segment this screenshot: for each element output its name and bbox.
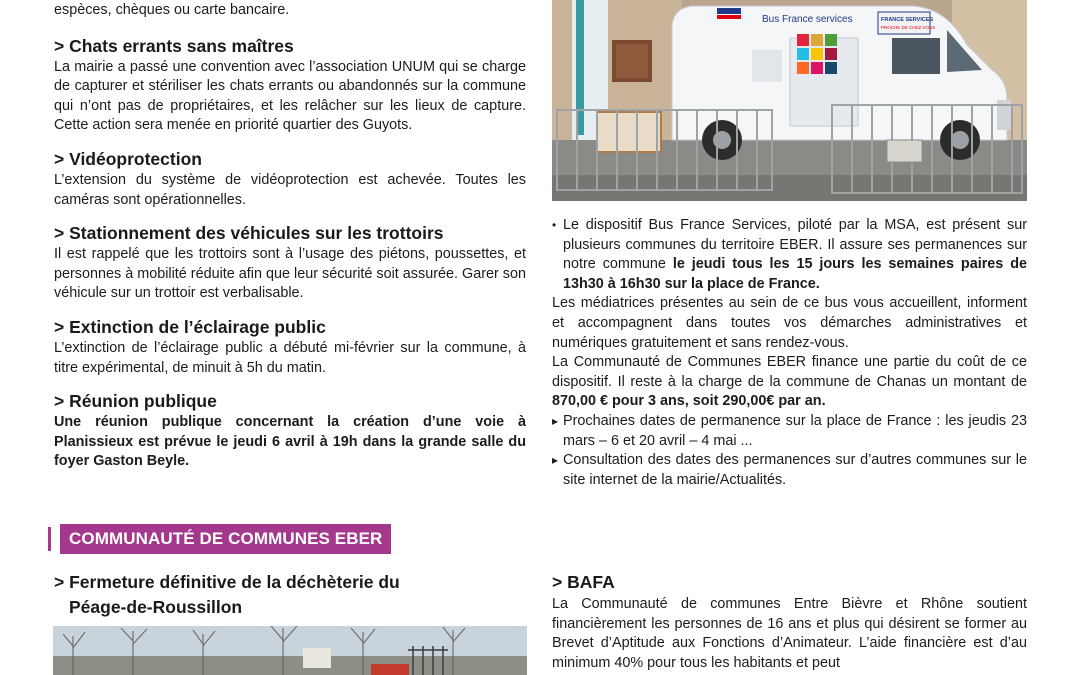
van-brand-text: Bus France services <box>762 14 853 25</box>
article-heading: > Réunion publique <box>54 391 217 412</box>
article-heading-line2: Péage-de-Roussillon <box>69 597 243 617</box>
article-videoprotection <box>54 148 526 210</box>
bus-intro-text: Le dispositif Bus France Services, piloté par la MSA, est présent sur plusieurs communes du territoire EBER. Il assure ses permanences sur notre commune <box>563 217 1027 273</box>
article-body: L’extinction de l’éclairage public a débuté mi-février sur la commune, à titre expérimental, de minuit à 5h du matin. <box>54 339 526 376</box>
decheterie-photo-illustration <box>53 626 527 675</box>
article-body: Il est rappelé que les trottoirs sont à l’usage des piétons, poussettes, et personnes à mobilité réduite afin que leur sécurité soit assurée. Garer son véhicule sur un trottoir est verbalisable. <box>54 246 526 302</box>
left-bottom-article <box>54 571 526 618</box>
article-body: La mairie a passé une convention avec l’association UNUM qui se charge de capturer et stériliser les chats errants ou abandonnés sur la commune qui n’ont pas de propriétaires, et les relâcher sur les lieux de capture. Cette action sera menée en priorité quartier des Guyots. <box>54 58 526 134</box>
van-sign-subtext: PROCHE DE CHEZ VOUS <box>881 25 936 30</box>
article-body: La Communauté de communes Entre Bièvre et Rhône soutient financièrement les personnes de 16 ans et plus qui désirent se former au Brevet d’Aptitude aux Fonctions d’Animateur. L’aide financière est d’au minimum 40% pour tous les habitants et peut <box>552 596 1027 671</box>
right-bottom-bafa-article <box>552 571 1027 673</box>
article-heading: > Chats errants sans maîtres <box>54 35 294 56</box>
arrow-right-icon: ▸ <box>552 413 559 428</box>
van-sign-text: FRANCE SERVICES <box>881 17 934 23</box>
section-band-accent <box>48 527 51 551</box>
article-stationnement <box>54 222 526 304</box>
article-body: Une réunion publique concernant la création d’une voie à Planissieux est prévue le jeudi 6 avril à 19h dans la grande salle du foyer Gaston Beyle. <box>54 414 526 470</box>
article-eclairage <box>54 316 526 378</box>
consultation-item <box>552 451 1027 490</box>
right-column-bus-article <box>552 216 1027 490</box>
bus-schedule-text: le jeudi tous les 15 jours les semaines paires de 13h30 à 16h30 sur la place de France. <box>563 256 1028 292</box>
article-heading: > Stationnement des véhicules sur les trottoirs <box>54 223 444 244</box>
mediatrices-text: Les médiatrices présentes au sein de ce bus vous accueillent, informent et accompagnent dans toutes vos démarches administratives et numériques gratuitement et sans rendez-vous. <box>552 295 1027 351</box>
bullet-marker: • <box>552 218 557 232</box>
next-dates-item <box>552 412 1027 451</box>
bus-photo-illustration <box>552 0 1027 201</box>
consultation-text: Consultation des dates des permanences sur d’autres communes sur le site internet de la mairie/Actualités. <box>563 452 1027 488</box>
next-dates-text: Prochaines dates de permanence sur la place de France : les jeudis 23 mars – 6 et 20 avril – 4 mai ... <box>563 412 1027 449</box>
article-chats-errants <box>54 35 526 136</box>
article-body: L’extension du système de vidéoprotection est achevée. Toutes les caméras sont opérationnelles. <box>54 171 526 208</box>
bus-intro-item <box>552 216 1027 294</box>
article-heading: > Vidéoprotection <box>54 148 202 169</box>
decheterie-photo <box>53 626 527 675</box>
section-band-label: COMMUNAUTÉ DE COMMUNES EBER <box>60 524 391 554</box>
article-heading: > Extinction de l’éclairage public <box>54 316 326 337</box>
article-heading: > Fermeture définitive de la déchèterie du <box>54 572 400 592</box>
section-band-eber <box>48 524 391 554</box>
article-reunion-publique <box>54 390 526 472</box>
article-heading: > BAFA <box>552 572 615 592</box>
intro-tail-text: espèces, chèques ou carte bancaire. <box>54 2 290 18</box>
bus-france-services-photo <box>552 0 1027 201</box>
arrow-right-icon: ▸ <box>552 453 559 468</box>
left-column-articles <box>54 0 526 472</box>
funding-text: La Communauté de Communes EBER finance une partie du coût de ce dispositif. Il reste à la charge de la commune de Chanas un montant de <box>552 354 1027 390</box>
funding-amount-text: 870,00 € pour 3 ans, soit 290,00€ par an. <box>552 393 826 410</box>
